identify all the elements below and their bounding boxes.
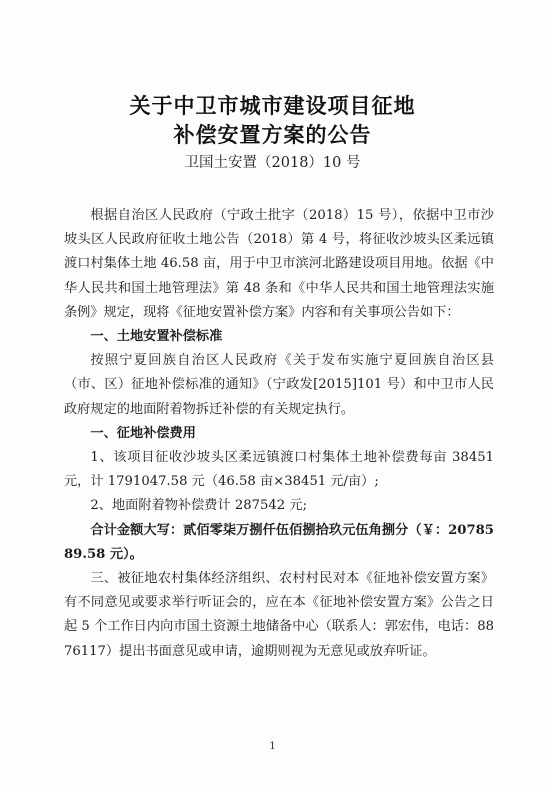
- document-number: 卫国土安置（2018）10 号: [184, 155, 361, 171]
- compensation-item-1: 1、该项目征收沙坡头区柔远镇渡口村集体土地补偿费每亩 38451 元，计 1791047.58 元（46.58 亩×38451 元/亩）;: [64, 450, 494, 490]
- total-amount: 合计金额大写：贰佰零柒万捌仟伍佰捌拾玖元伍角捌分（￥：2078589.58 元）。: [64, 522, 494, 562]
- document-title-line-2: 补偿安置方案的公告: [173, 122, 372, 147]
- section-3-paragraph: 三、被征地农村集体经济组织、农村村民对本《征地补偿安置方案》有不同意见或要求举行听证会的，应在本《征地补偿安置方案》公告之日起 5 个工作日内向市国土资源土地储备中心（联系人：郭宏伟，电话：8876117）提出书面意见或申请，逾期则视为无意见或放弃听证。: [64, 571, 494, 659]
- section-2-heading: 一、征地补偿费用: [90, 425, 196, 441]
- intro-paragraph: 根据自治区人民政府（宁政土批字（2018）15 号），依据中卫市沙坡头区人民政府征收土地公告（2018）第 4 号，将征收沙坡头区柔远镇渡口村集体土地 46.58 亩，用于中卫市滨河北路建设项目用地。依据《中华人民共和国土地管理法》第 48 条和《中华人民共和国土地管理法实施条例》规定，现将《征地安置补偿方案》内容和有关事项公告如下：: [64, 208, 494, 320]
- page-number: 1: [269, 741, 276, 752]
- section-1-paragraph: 按照宁夏回族自治区人民政府《关于发布实施宁夏回族自治区县（市、区）征地补偿标准的通知》（宁政发[2015]101 号）和中卫市人民政府规定的地面附着物拆迁补偿的有关规定执行。: [64, 353, 494, 417]
- section-1-heading: 一、土地安置补偿标准: [90, 329, 223, 345]
- document-body: [64, 204, 494, 664]
- compensation-item-2: 2、地面附着物补偿费计 287542 元;: [90, 498, 308, 514]
- document-title-line-1: 关于中卫市城市建设项目征地: [129, 93, 416, 118]
